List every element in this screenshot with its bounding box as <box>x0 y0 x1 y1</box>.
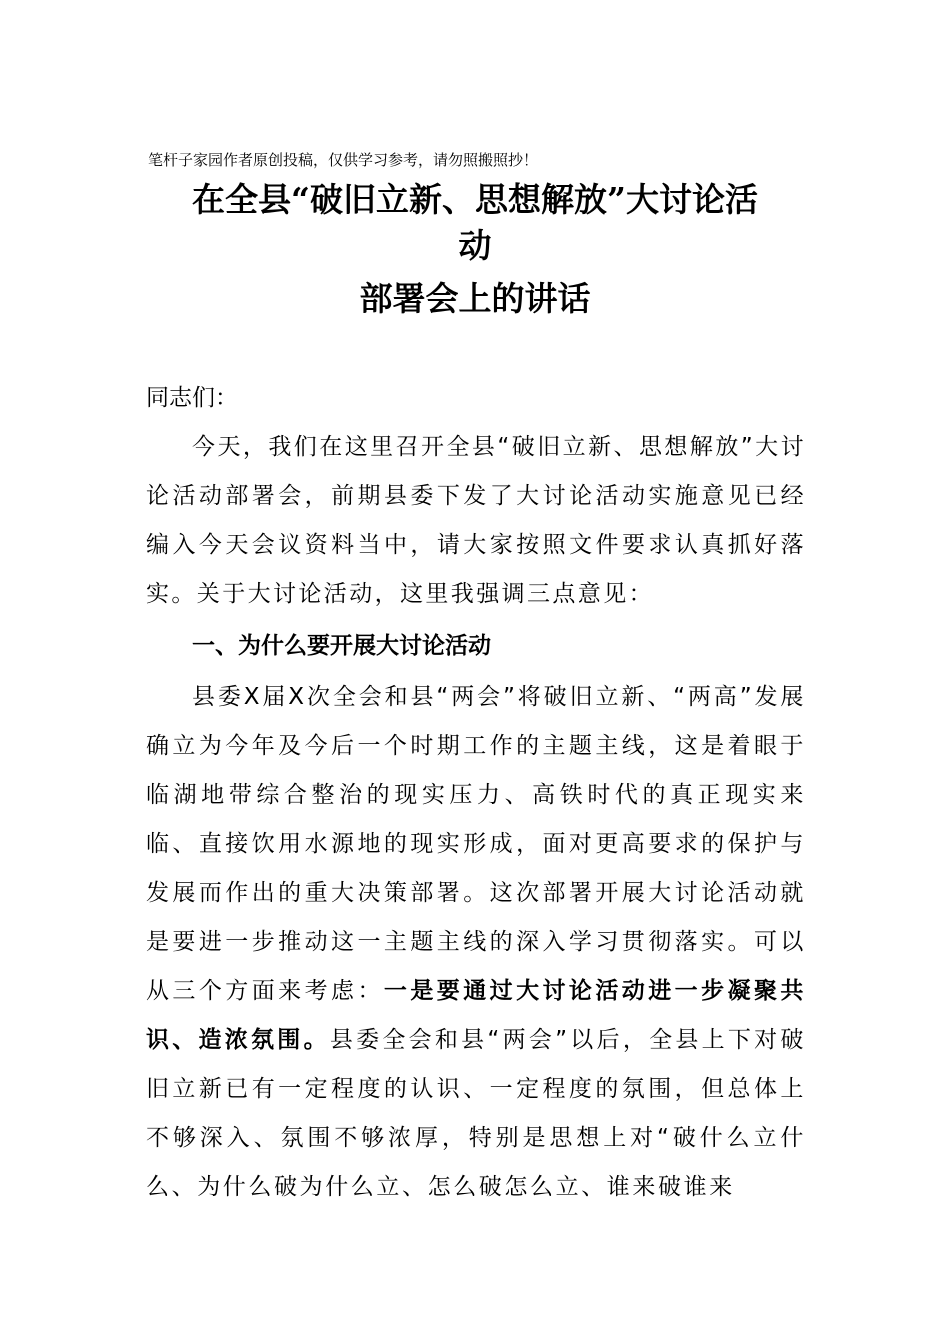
copyright-notice: 笔杆子家园作者原创投稿，仅供学习参考，请勿照搬照抄！ <box>148 151 539 169</box>
document-title-line-3: 部署会上的讲话 <box>359 279 591 318</box>
section-heading-1: 一、为什么要开展大讨论活动 <box>192 633 491 659</box>
document-title-line-2: 动 <box>458 226 492 265</box>
paragraph-text-continued: 县委全会和县“两会”以后，全县上下对破旧立新已有一定程度的认识、一定程度的氛围，但总体上不够深入、氛围不够浓厚，特别是思想上对“破什么立什么、为什么破为什么立、怎么破怎么立、谁来破谁来 <box>146 1027 806 1200</box>
paragraph-section-1 <box>146 673 806 1212</box>
paragraph-emphasis: 一是要通过大讨论活动进一步凝聚共识、造浓氛围。 <box>146 978 806 1053</box>
document-title-line-1: 在全县“破旧立新、思想解放”大讨论活 <box>192 180 758 219</box>
paragraph-text: 县委X届X次全会和县“两会”将破旧立新、“两高”发展确立为今年及今后一个时期工作的主题主线，这是着眼于临湖地带综合整治的现实压力、高铁时代的真正现实来临、直接饮用水源地的现实形成，面对更高要求的保护与发展而作出的重大决策部署。这次部署开展大讨论活动就是要进一步推动这一主题主线的深入学习贯彻落实。可以从三个方面来考虑： <box>146 684 806 1004</box>
paragraph-intro: 今天，我们在这里召开全县“破旧立新、思想解放”大讨论活动部署会，前期县委下发了大讨论活动实施意见已经编入今天会议资料当中，请大家按照文件要求认真抓好落实。关于大讨论活动，这里我强调三点意见： <box>146 434 806 607</box>
salutation: 同志们： <box>146 385 238 411</box>
